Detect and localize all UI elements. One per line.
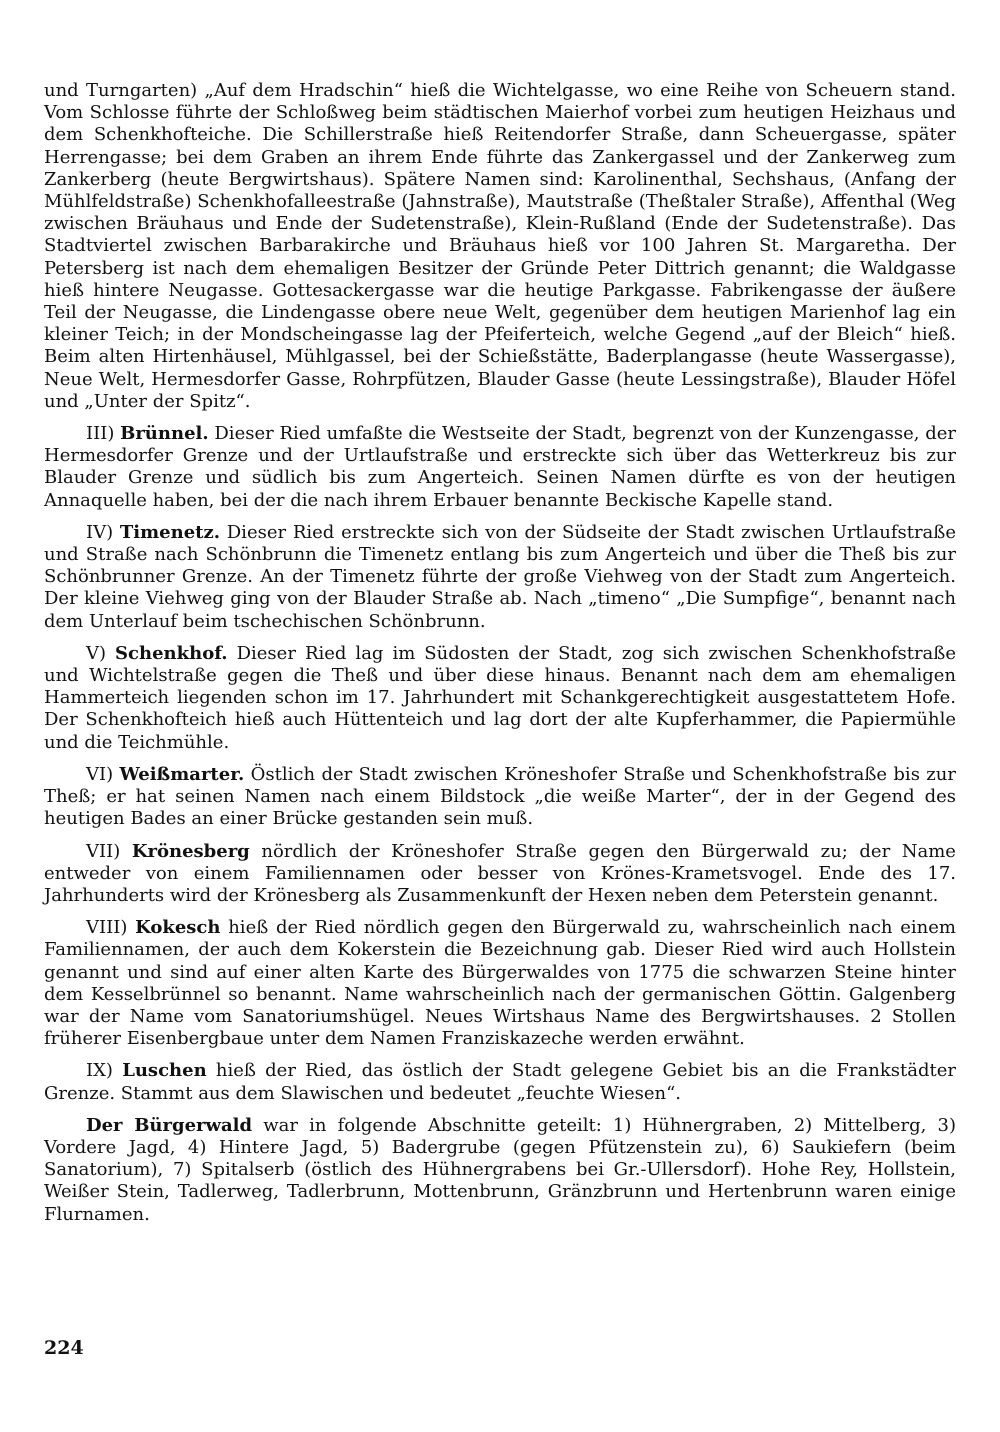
paragraph-luschen <box>44 1060 956 1104</box>
section-title-schenkhof: Schenkhof. <box>115 642 228 664</box>
section-title-kokesch: Kokesch <box>135 917 221 939</box>
section-title-bruennel: Brünnel. <box>120 423 209 445</box>
paragraph-kokesch-text: hieß der Ried nördlich gegen den Bürgerwald zu, wahrscheinlich nach einem Familiennamen, der auch dem Kokerstein die Bezeichnung gab. Dieser Ried wird auch Hollstein genannt und sind auf einer alten Karte des Bürgerwaldes von 1775 die schwarzen Steine hinter dem Kesselbrünnel so benannt. Name wahrscheinlich nach der germanischen Göttin. Galgenberg war der Name vom Sanatoriumshügel. Neues Wirtshaus Name des Bergwirtshauses. 2 Stollen früherer Eisenbergbaue unter dem Namen Franziskazeche werden erwähnt. <box>44 917 956 1050</box>
paragraph-bruennel-text: Dieser Ried umfaßte die Westseite der Stadt, begrenzt von der Kunzengasse, der Hermesdorfer Grenze und der Urtlaufstraße und erstreckte sich über das Wetterkreuz bis zur Blauder Grenze und südlich bis zum Angerteich. Seinen Namen dürfte es von der heutigen Annaquelle haben, bei der die nach ihrem Erbauer benannte Beckische Kapelle stand. <box>44 423 956 511</box>
page-body <box>44 80 956 1226</box>
section-title-buergerwald: Der Bürgerwald <box>86 1114 253 1136</box>
paragraph-luschen-text: hieß der Ried, das östlich der Stadt gelegene Gebiet bis an die Frankstädter Grenze. Stammt aus dem Slawischen und bedeutet „feuchte Wiesen“. <box>44 1060 956 1104</box>
paragraph-buergerwald <box>44 1115 956 1226</box>
paragraph-kokesch <box>44 917 956 1050</box>
section-number: VII) <box>86 840 121 862</box>
section-title-weissmarter: Weißmarter. <box>119 763 245 785</box>
paragraph-schenkhof <box>44 643 956 754</box>
section-number: IV) <box>86 521 114 543</box>
paragraph-bruennel <box>44 423 956 512</box>
section-number: VI) <box>86 763 114 785</box>
paragraph-weissmarter <box>44 764 956 831</box>
section-title-luschen: Luschen <box>122 1060 207 1082</box>
paragraph-weissmarter-text: Östlich der Stadt zwischen Kröneshofer Straße und Schenkhofstraße bis zur Theß; er hat seinen Namen nach einem Bildstock „die weiße Marter“, der in der Gegend des heutigen Bades an einer Brücke gestanden sein muß. <box>44 763 956 830</box>
paragraph-schenkhof-text: Dieser Ried lag im Südosten der Stadt, zog sich zwischen Schenkhofstraße und Wichtelstraße gegen die Theß und über diese hinaus. Benannt nach dem am ehemaligen Hammerteich liegenden schon im 17. Jahrhundert mit Schankgerechtigkeit ausgestattetem Hofe. Der Schenkhofteich hieß auch Hüttenteich und lag dort der alte Kupferhammer, die Papiermühle und die Teichmühle. <box>44 642 956 753</box>
paragraph-streets-text: und Turngarten) „Auf dem Hradschin“ hieß die Wichtelgasse, wo eine Reihe von Scheuern stand. Vom Schlosse führte der Schloßweg beim städtischen Maierhof vorbei zum heutigen Heizhaus und dem Schenkhofteiche. Die Schillerstraße hieß Reitendorfer Straße, dann Scheuergasse, später Herrengasse; bei dem Graben an ihrem Ende führte das Zankergassel und der Zankerweg zum Zankerberg (heute Bergwirtshaus). Spätere Namen sind: Karolinenthal, Sechshaus, (Anfang der Mühlfeldstraße) Schenkhofalleestraße (Jahnstraße), Mautstraße (Theßtaler Straße), Affenthal (Weg zwischen Bräuhaus und Ende der Sudetenstraße), Klein-Rußland (Ende der Sudetenstraße). Das Stadtviertel zwischen Barbarakirche und Bräuhaus hieß vor 100 Jahren St. Margaretha. Der Petersberg ist nach dem ehemaligen Besitzer der Gründe Peter Dittrich genannt; die Waldgasse hieß hintere Neugasse. Gottesackergasse war die heutige Parkgasse. Fabrikengasse der äußere Teil der Neugasse, die Lindengasse obere neue Welt, gegenüber dem heutigen Marienhof lag ein kleiner Teich; in der Mondscheingasse lag der Pfeiferteich, welche Gegend „auf der Bleich“ hieß. Beim alten Hirtenhäusel, Mühlgassel, bei der Schießstätte, Baderplangasse (heute Wassergasse), Neue Welt, Hermesdorfer Gasse, Rohrpfützen, Blauder Gasse (heute Lessingstraße), Blauder Höfel und „Unter der Spitz“. <box>44 80 956 412</box>
paragraph-timenetz-text: Dieser Ried erstreckte sich von der Südseite der Stadt zwischen Urtlaufstraße und Straße nach Schönbrunn die Timenetz entlang bis zum Angerteich und über die Theß bis zur Schönbrunner Grenze. An der Timenetz führte der große Viehweg von der Stadt zum Angerteich. Der kleine Viehweg ging von der Blauder Straße ab. Nach „timeno“ „Die Sumpfige“, benannt nach dem Unterlauf beim tschechischen Schönbrunn. <box>44 521 956 632</box>
section-number: VIII) <box>86 917 128 939</box>
paragraph-buergerwald-text: war in folgende Abschnitte geteilt: 1) Hühnergraben, 2) Mittelberg, 3) Vordere Jagd, 4) Hintere Jagd, 5) Badergrube (gegen Pfützenstein zu), 6) Saukiefern (beim Sanatorium), 7) Spitalserb (östlich des Hühnergrabens bei Gr.-Ullersdorf). Hohe Rey, Hollstein, Weißer Stein, Tadlerweg, Tadlerbrunn, Mottenbrunn, Gränzbrunn und Hertenbrunn waren einige Flurnamen. <box>44 1114 956 1225</box>
section-title-kroenesberg: Krönesberg <box>131 840 250 862</box>
paragraph-timenetz <box>44 522 956 633</box>
section-number: III) <box>86 423 115 445</box>
paragraph-kroenesberg-text: nördlich der Kröneshofer Straße gegen den Bürgerwald zu; der Name entweder von einem Familiennamen oder besser von Krönes-Krametsvogel. Ende des 17. Jahrhunderts wird der Krönesberg als Zusammenkunft der Hexen neben dem Peterstein genannt. <box>44 840 956 906</box>
paragraph-kroenesberg <box>44 841 956 908</box>
page-number: 224 <box>44 1337 84 1359</box>
section-title-timenetz: Timenetz. <box>119 521 220 543</box>
section-number: V) <box>86 642 107 664</box>
paragraph-streets <box>44 80 956 413</box>
section-number: IX) <box>86 1060 113 1082</box>
